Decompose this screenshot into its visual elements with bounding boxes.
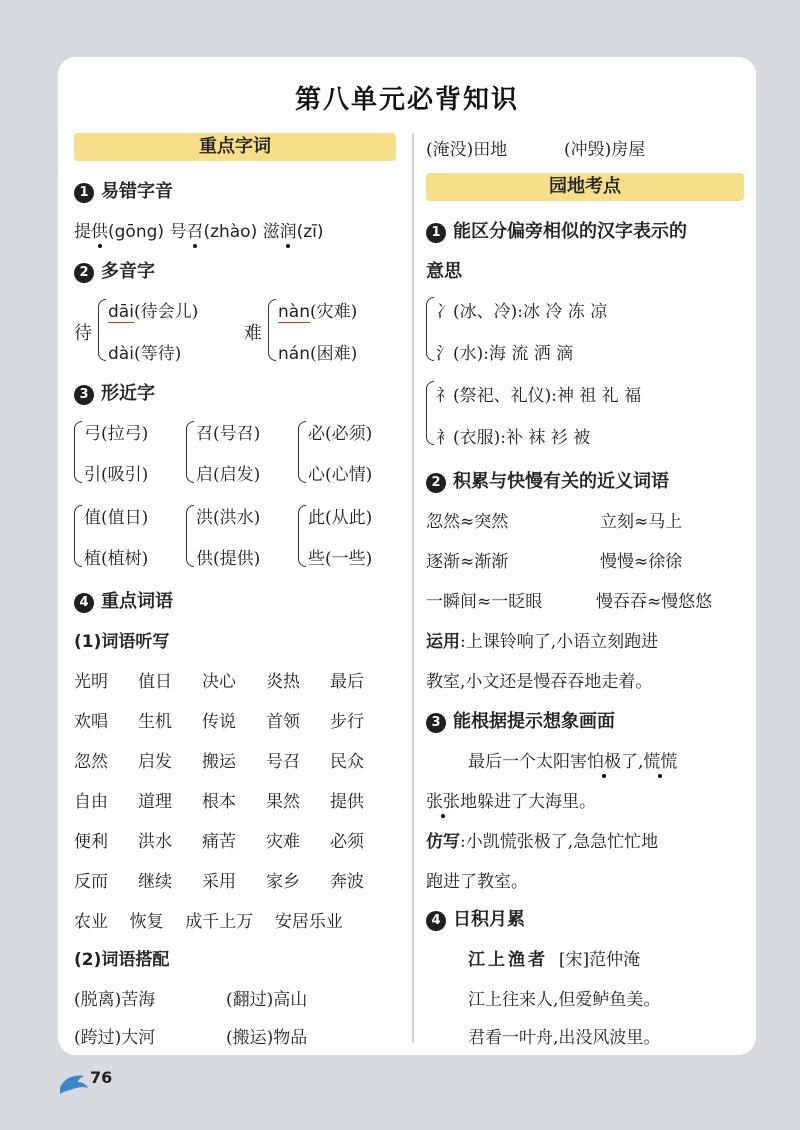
usage-text: 运用:上课铃响了,小语立刻跑进 <box>426 632 659 652</box>
word-row: 反而 继续 采用 家乡 奔波 <box>74 872 364 892</box>
similar-char: 引(吸引) <box>84 465 149 485</box>
banner-exam-points: 园地考点 <box>426 173 744 201</box>
poem-title: 江上渔者 <box>468 950 548 970</box>
similar-char: 召(号召) <box>196 424 261 444</box>
collocation-item: (搬运)物品 <box>226 1028 308 1048</box>
dolphin-icon <box>58 1068 90 1096</box>
radical-line: 衤(衣服):补 袜 衫 被 <box>436 428 591 448</box>
page-title: 第八单元必背知识 <box>294 85 519 115</box>
similar-char: 必(必须) <box>308 424 373 444</box>
brace <box>74 421 82 483</box>
section-number: 1 <box>74 183 94 203</box>
word-row: 自由 道理 根本 果然 提供 <box>74 792 364 812</box>
similar-char: 心(心情) <box>308 465 373 485</box>
column-divider <box>412 133 414 1043</box>
collocation-item: (跨过)大河 <box>74 1028 156 1048</box>
similar-char: 洪(洪水) <box>196 508 261 528</box>
brace <box>98 299 106 361</box>
collocation-item: (脱离)苦海 <box>74 990 156 1010</box>
polyphone-reading: nàn(灾难) <box>278 302 358 322</box>
imitate-text: 仿写:小凯慌张极了,急急忙忙地 <box>426 832 659 852</box>
word-row: 光明 值日 决心 炎热 最后 <box>74 672 364 692</box>
similar-char: 此(从此) <box>308 508 373 528</box>
section-heading-radicals: 1 能区分偏旁相似的汉字表示的 <box>426 217 687 243</box>
brace <box>298 421 306 483</box>
section-heading-imagine: 3 能根据提示想象画面 <box>426 707 615 733</box>
collocation-item: (翻过)高山 <box>226 990 308 1010</box>
section-heading-pronunciation: 1 易错字音 <box>74 177 173 203</box>
synonym-pair: 一瞬间≈一眨眼 <box>426 592 543 612</box>
collocation-item: (冲毁)房屋 <box>564 140 646 160</box>
section-heading-polyphone: 2 多音字 <box>74 257 155 283</box>
word-row: 欢唱 生机 传说 首领 步行 <box>74 712 364 732</box>
polyphone-reading: nán(困难) <box>278 344 358 364</box>
content-card <box>58 57 756 1055</box>
radical-line: 冫(冰、冷):冰 冷 冻 凉 <box>436 302 608 322</box>
collocation-item: (淹没)田地 <box>426 140 508 160</box>
synonym-pair: 慢慢≈徐徐 <box>600 552 683 572</box>
brace <box>426 297 434 361</box>
synonym-pair: 立刻≈马上 <box>600 512 683 532</box>
usage-text: 教室,小文还是慢吞吞地走着。 <box>426 672 653 692</box>
brace <box>186 421 194 483</box>
section-heading-radicals-cont: 意思 <box>426 261 462 282</box>
polyphone-char: 难 <box>244 323 262 344</box>
word-row: 忽然 启发 搬运 号召 民众 <box>74 752 364 772</box>
section-heading-key-words: 4 重点词语 <box>74 587 173 613</box>
word-row: 便利 洪水 痛苦 灾难 必须 <box>74 832 364 852</box>
synonym-pair: 逐渐≈渐渐 <box>426 552 509 572</box>
brace <box>298 505 306 567</box>
page-number: 76 <box>90 1068 113 1087</box>
banner-key-words: 重点字词 <box>74 133 396 161</box>
radical-line: 氵(水):海 流 洒 滴 <box>436 344 574 364</box>
example-sentence: 最后一个太阳害怕极了,慌慌 <box>468 752 678 772</box>
similar-char: 些(一些) <box>308 549 373 569</box>
imitate-text: 跑进了教室。 <box>426 872 528 892</box>
similar-char: 启(启发) <box>196 465 261 485</box>
similar-char: 弓(拉弓) <box>84 424 149 444</box>
brace <box>426 381 434 445</box>
polyphone-char: 待 <box>74 323 92 344</box>
section-heading-similar-chars: 3 形近字 <box>74 379 155 405</box>
synonym-pair: 慢吞吞≈慢悠悠 <box>596 592 713 612</box>
word-row: 农业 恢复 成千上万 安居乐业 <box>74 912 343 932</box>
polyphone-reading: dāi(待会儿) <box>108 302 199 322</box>
example-sentence: 张张地躲进了大海里。 <box>426 792 596 812</box>
brace <box>268 299 276 361</box>
section-heading-daily: 4 日积月累 <box>426 905 525 931</box>
similar-char: 供(提供) <box>196 549 261 569</box>
similar-char: 植(植树) <box>84 549 149 569</box>
synonym-pair: 忽然≈突然 <box>426 512 509 532</box>
similar-char: 值(值日) <box>84 508 149 528</box>
poem-line: 君看一叶舟,出没风波里。 <box>468 1028 661 1048</box>
brace <box>186 505 194 567</box>
subheading-dictation: (1)词语听写 <box>74 632 170 652</box>
pinyin-line: 提供(gōng) 号召(zhào) 滋润(zī) <box>74 222 324 242</box>
polyphone-reading: dài(等待) <box>108 344 182 364</box>
poem-author: [宋]范仲淹 <box>558 950 641 970</box>
subheading-collocation: (2)词语搭配 <box>74 950 170 970</box>
poem-line: 江上往来人,但爱鲈鱼美。 <box>468 990 661 1010</box>
radical-line: 礻(祭祀、礼仪):神 祖 礼 福 <box>436 386 642 406</box>
brace <box>74 505 82 567</box>
section-heading-synonyms: 2 积累与快慢有关的近义词语 <box>426 467 669 493</box>
poem-heading <box>468 945 640 970</box>
